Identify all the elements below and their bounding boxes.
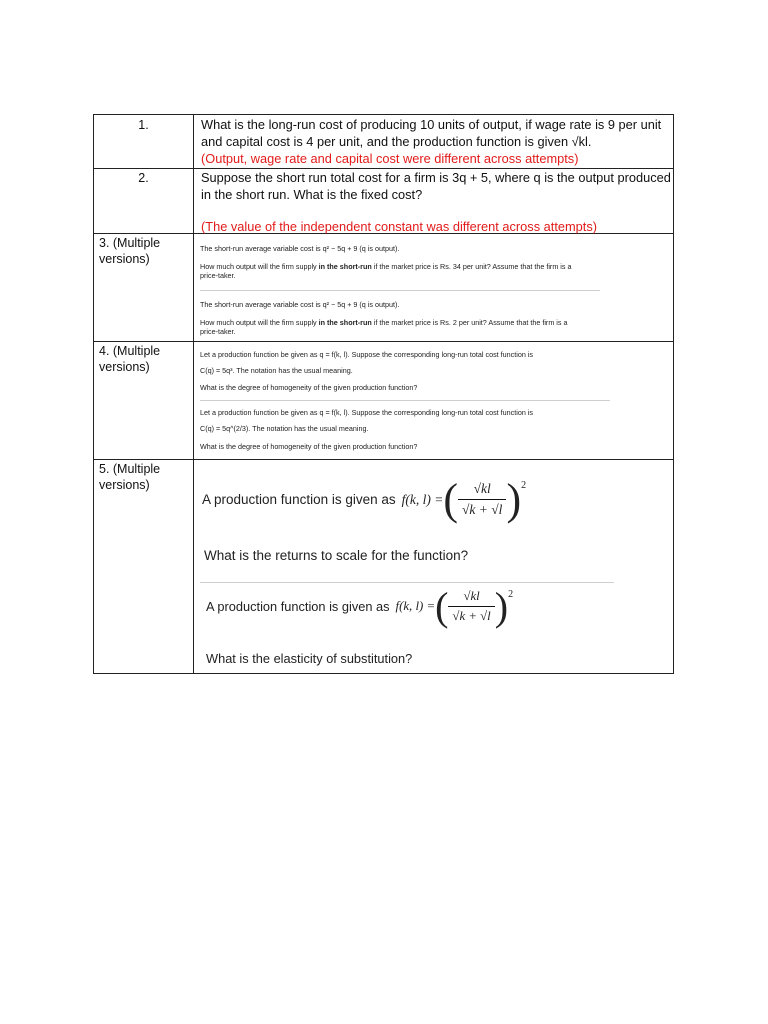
- attempt-note: (The value of the independent constant was different across attempts): [201, 219, 597, 234]
- formula-func: f(k, l) =: [401, 491, 444, 507]
- question-line: What is the degree of homogeneity of the given production function?: [200, 383, 418, 392]
- column-divider: [193, 115, 194, 673]
- question-text-bold: in the short-run: [318, 262, 372, 271]
- question-line: The short-run average variable cost is q² − 5q + 9 (q is output).: [200, 244, 400, 253]
- question-line: C(q) = 5q³. The notation has the usual meaning.: [200, 366, 353, 375]
- question-text: [201, 116, 671, 167]
- question-line: [200, 262, 571, 272]
- formula-line: [206, 583, 513, 630]
- question-text-part: How much output will the firm supply: [200, 318, 319, 327]
- question-text-part: if the market price is Rs. 34 per unit? Assume that the firm is a: [371, 262, 572, 271]
- attempt-note: (Output, wage rate and capital cost were different across attempts): [201, 151, 579, 166]
- question-text-part: if the market price is Rs. 2 per unit? Assume that the firm is a: [371, 318, 568, 327]
- formula-lead: A production function is given as: [202, 492, 396, 507]
- formula-lead: A production function is given as: [206, 599, 390, 614]
- row-number: 4. (Multiple versions): [99, 344, 161, 374]
- row-divider: [94, 341, 673, 342]
- formula-line: [202, 474, 526, 525]
- question-line: [200, 318, 568, 328]
- question-text-part: How much output will the firm supply: [200, 262, 319, 271]
- question-line: What is the degree of homogeneity of the given production function?: [200, 442, 418, 451]
- row-number: 2.: [138, 171, 149, 185]
- denominator: √k + √l: [452, 609, 491, 623]
- question-line: price-taker.: [200, 271, 236, 280]
- question-image: [200, 346, 610, 401]
- row-number: 1.: [138, 118, 149, 132]
- question-text-bold: in the short-run: [318, 318, 372, 327]
- question-table: [93, 114, 674, 674]
- denominator: √k + √l: [462, 502, 503, 517]
- question-line: What is the elasticity of substitution?: [206, 651, 413, 666]
- question-line: Let a production function be given as q = f(k, l). Suppose the corresponding long-run total cost function is: [200, 408, 534, 417]
- question-image: [200, 583, 614, 673]
- question-line: What is the returns to scale for the function?: [204, 548, 469, 563]
- fraction: [448, 589, 494, 624]
- question-line: price-taker.: [200, 327, 236, 336]
- question-body: What is the long-run cost of producing 10 units of output, if wage rate is 9 per unit and capital cost is 4 per unit, and the production function is given √kl.: [201, 117, 662, 149]
- right-paren: ): [506, 475, 522, 524]
- right-paren: ): [494, 584, 509, 629]
- question-image: [200, 404, 610, 458]
- question-line: The short-run average variable cost is q² − 5q + 9 (q is output).: [200, 300, 400, 309]
- left-paren: (: [443, 475, 459, 524]
- row-number: 3. (Multiple versions): [99, 236, 161, 266]
- row-number: 5. (Multiple versions): [99, 462, 161, 492]
- question-body: Suppose the short run total cost for a firm is 3q + 5, where q is the output produced in the short run. What is the fixed cost?: [201, 170, 671, 202]
- question-image: [200, 240, 600, 291]
- question-line: Let a production function be given as q = f(k, l). Suppose the corresponding long-run total cost function is: [200, 350, 534, 359]
- question-image: [200, 295, 600, 339]
- numerator: √kl: [458, 481, 506, 500]
- formula-func: f(k, l) =: [395, 599, 436, 613]
- exponent: 2: [521, 480, 527, 491]
- exponent: 2: [508, 589, 514, 600]
- left-paren: (: [435, 584, 449, 629]
- question-image: [200, 472, 614, 583]
- question-text: [201, 169, 671, 235]
- question-line: C(q) = 5q^(2/3). The notation has the usual meaning.: [200, 424, 369, 433]
- row-divider: [94, 459, 673, 460]
- numerator: √kl: [448, 589, 494, 607]
- fraction: [458, 481, 506, 518]
